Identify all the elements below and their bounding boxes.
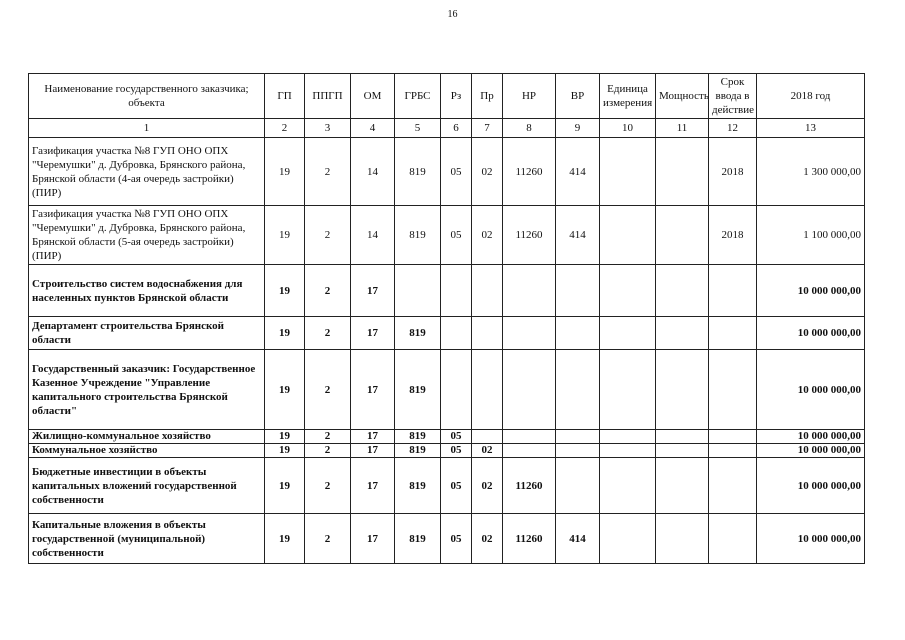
column-number: 7 <box>472 119 503 138</box>
term-cell <box>709 265 757 317</box>
unit-cell <box>600 350 656 430</box>
power-cell <box>656 458 709 514</box>
ppgp-cell: 2 <box>305 430 351 444</box>
object-name: Бюджетные инвестиции в объекты капитальных вложений государственной собственности <box>29 458 265 514</box>
budget-table <box>28 73 865 564</box>
nr-cell <box>503 317 556 350</box>
header-pr: Пр <box>472 74 503 119</box>
column-number-row <box>29 119 865 138</box>
ppgp-cell: 2 <box>305 206 351 265</box>
term-cell <box>709 458 757 514</box>
vr-cell: 414 <box>556 206 600 265</box>
object-name: Коммунальное хозяйство <box>29 444 265 458</box>
power-cell <box>656 206 709 265</box>
unit-cell <box>600 317 656 350</box>
grbs-cell: 819 <box>395 458 441 514</box>
gp-cell: 19 <box>265 458 305 514</box>
om-cell: 17 <box>351 265 395 317</box>
om-cell: 17 <box>351 514 395 564</box>
object-name: Государственный заказчик: Государственное Казенное Учреждение "Управление капитального строительства Брянской области" <box>29 350 265 430</box>
unit-cell <box>600 444 656 458</box>
column-number: 2 <box>265 119 305 138</box>
header-name: Наименование государственного заказчика; объекта <box>29 74 265 119</box>
rz-cell: 05 <box>441 430 472 444</box>
table-row <box>29 444 865 458</box>
pr-cell: 02 <box>472 514 503 564</box>
grbs-cell: 819 <box>395 430 441 444</box>
column-number: 8 <box>503 119 556 138</box>
rz-cell <box>441 350 472 430</box>
vr-cell: 414 <box>556 514 600 564</box>
table-row <box>29 458 865 514</box>
header-power: Мощность <box>656 74 709 119</box>
ppgp-cell: 2 <box>305 350 351 430</box>
rz-cell: 05 <box>441 138 472 206</box>
power-cell <box>656 430 709 444</box>
rz-cell <box>441 317 472 350</box>
rz-cell <box>441 265 472 317</box>
header-gp: ГП <box>265 74 305 119</box>
om-cell: 14 <box>351 138 395 206</box>
nr-cell <box>503 350 556 430</box>
gp-cell: 19 <box>265 514 305 564</box>
om-cell: 17 <box>351 458 395 514</box>
header-rz: Рз <box>441 74 472 119</box>
unit-cell <box>600 138 656 206</box>
gp-cell: 19 <box>265 430 305 444</box>
table-row <box>29 317 865 350</box>
object-name: Газификация участка №8 ГУП ОНО ОПХ "Черемушки" д. Дубровка, Брянского района, Брянской области (4-ая очередь застройки) (ПИР) <box>29 138 265 206</box>
ppgp-cell: 2 <box>305 138 351 206</box>
amount-cell: 1 100 000,00 <box>757 206 865 265</box>
nr-cell <box>503 444 556 458</box>
unit-cell <box>600 206 656 265</box>
vr-cell <box>556 444 600 458</box>
om-cell: 17 <box>351 444 395 458</box>
header-unit: Единица измерения <box>600 74 656 119</box>
vr-cell: 414 <box>556 138 600 206</box>
unit-cell <box>600 265 656 317</box>
pr-cell: 02 <box>472 206 503 265</box>
header-ppgp: ППГП <box>305 74 351 119</box>
column-number: 3 <box>305 119 351 138</box>
grbs-cell: 819 <box>395 206 441 265</box>
column-number: 10 <box>600 119 656 138</box>
nr-cell <box>503 430 556 444</box>
amount-cell: 10 000 000,00 <box>757 444 865 458</box>
grbs-cell: 819 <box>395 350 441 430</box>
column-number: 13 <box>757 119 865 138</box>
header-om: ОМ <box>351 74 395 119</box>
page-number: 16 <box>447 9 458 20</box>
object-name: Департамент строительства Брянской области <box>29 317 265 350</box>
om-cell: 17 <box>351 317 395 350</box>
table-row <box>29 206 865 265</box>
ppgp-cell: 2 <box>305 265 351 317</box>
pr-cell <box>472 265 503 317</box>
gp-cell: 19 <box>265 138 305 206</box>
nr-cell: 11260 <box>503 458 556 514</box>
column-number: 11 <box>656 119 709 138</box>
grbs-cell: 819 <box>395 514 441 564</box>
grbs-cell: 819 <box>395 444 441 458</box>
table-row <box>29 430 865 444</box>
table-row <box>29 265 865 317</box>
rz-cell: 05 <box>441 458 472 514</box>
power-cell <box>656 514 709 564</box>
gp-cell: 19 <box>265 350 305 430</box>
vr-cell <box>556 430 600 444</box>
pr-cell: 02 <box>472 138 503 206</box>
om-cell: 17 <box>351 350 395 430</box>
pr-cell <box>472 430 503 444</box>
term-cell: 2018 <box>709 206 757 265</box>
amount-cell: 10 000 000,00 <box>757 317 865 350</box>
table-row <box>29 138 865 206</box>
ppgp-cell: 2 <box>305 317 351 350</box>
gp-cell: 19 <box>265 206 305 265</box>
header-nr: НР <box>503 74 556 119</box>
term-cell <box>709 514 757 564</box>
column-number: 5 <box>395 119 441 138</box>
vr-cell <box>556 317 600 350</box>
amount-cell: 1 300 000,00 <box>757 138 865 206</box>
power-cell <box>656 317 709 350</box>
term-cell <box>709 444 757 458</box>
pr-cell: 02 <box>472 458 503 514</box>
unit-cell <box>600 430 656 444</box>
term-cell <box>709 430 757 444</box>
object-name: Капитальные вложения в объекты государственной (муниципальной) собственности <box>29 514 265 564</box>
table-row <box>29 350 865 430</box>
amount-cell: 10 000 000,00 <box>757 350 865 430</box>
gp-cell: 19 <box>265 265 305 317</box>
grbs-cell <box>395 265 441 317</box>
power-cell <box>656 138 709 206</box>
amount-cell: 10 000 000,00 <box>757 430 865 444</box>
vr-cell <box>556 265 600 317</box>
power-cell <box>656 265 709 317</box>
term-cell <box>709 350 757 430</box>
unit-cell <box>600 514 656 564</box>
ppgp-cell: 2 <box>305 458 351 514</box>
rz-cell: 05 <box>441 444 472 458</box>
power-cell <box>656 350 709 430</box>
header-year: 2018 год <box>757 74 865 119</box>
om-cell: 14 <box>351 206 395 265</box>
header-term: Срок ввода в действие <box>709 74 757 119</box>
nr-cell: 11260 <box>503 206 556 265</box>
gp-cell: 19 <box>265 317 305 350</box>
term-cell <box>709 317 757 350</box>
pr-cell <box>472 317 503 350</box>
header-vr: ВР <box>556 74 600 119</box>
header-grbs: ГРБС <box>395 74 441 119</box>
power-cell <box>656 444 709 458</box>
column-number: 9 <box>556 119 600 138</box>
pr-cell <box>472 350 503 430</box>
ppgp-cell: 2 <box>305 444 351 458</box>
term-cell: 2018 <box>709 138 757 206</box>
rz-cell: 05 <box>441 514 472 564</box>
table-row <box>29 514 865 564</box>
amount-cell: 10 000 000,00 <box>757 514 865 564</box>
column-number: 4 <box>351 119 395 138</box>
unit-cell <box>600 458 656 514</box>
object-name: Жилищно-коммунальное хозяйство <box>29 430 265 444</box>
vr-cell <box>556 458 600 514</box>
column-number: 12 <box>709 119 757 138</box>
gp-cell: 19 <box>265 444 305 458</box>
grbs-cell: 819 <box>395 138 441 206</box>
vr-cell <box>556 350 600 430</box>
column-number: 1 <box>29 119 265 138</box>
nr-cell: 11260 <box>503 514 556 564</box>
nr-cell <box>503 265 556 317</box>
om-cell: 17 <box>351 430 395 444</box>
nr-cell: 11260 <box>503 138 556 206</box>
object-name: Газификация участка №8 ГУП ОНО ОПХ "Черемушки" д. Дубровка, Брянского района, Брянской области (5-ая очередь застройки) (ПИР) <box>29 206 265 265</box>
amount-cell: 10 000 000,00 <box>757 265 865 317</box>
pr-cell: 02 <box>472 444 503 458</box>
amount-cell: 10 000 000,00 <box>757 458 865 514</box>
ppgp-cell: 2 <box>305 514 351 564</box>
object-name: Строительство систем водоснабжения для населенных пунктов Брянской области <box>29 265 265 317</box>
column-number: 6 <box>441 119 472 138</box>
grbs-cell: 819 <box>395 317 441 350</box>
header-row <box>29 74 865 119</box>
rz-cell: 05 <box>441 206 472 265</box>
